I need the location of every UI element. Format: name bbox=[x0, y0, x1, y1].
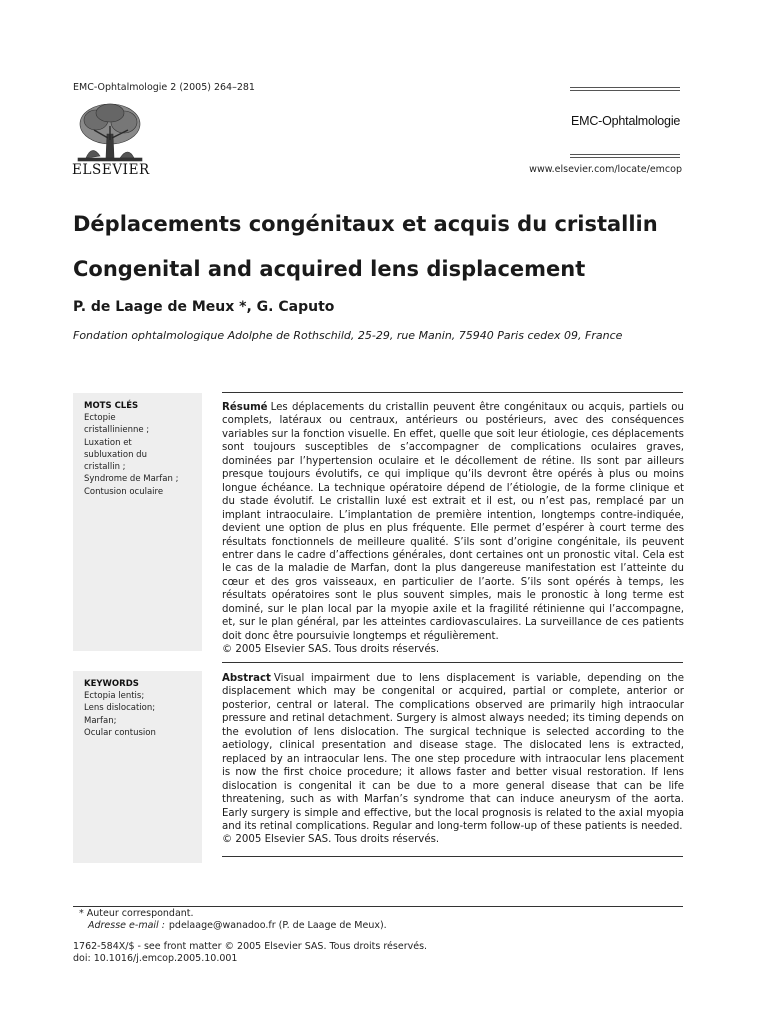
header-rule bbox=[570, 87, 680, 88]
keywords-french-list bbox=[84, 412, 196, 498]
keyword-item: Ectopie bbox=[84, 413, 116, 423]
keyword-item: Ectopia lentis; bbox=[84, 691, 145, 701]
journal-reference: EMC-Ophtalmologie 2 (2005) 264–281 bbox=[73, 82, 255, 93]
article-title-french: Déplacements congénitaux et acquis du cristallin bbox=[73, 212, 658, 236]
resume-text: Les déplacements du cristallin peuvent être congénitaux ou acquis, partiels ou complets, latéraux ou centraux, antérieurs ou postérieurs, avec des conséquences variables sur la fonction visuelle. En effet, quelle que soit leur étiologie, ces déplacements sont toujours susceptibles de s’accompagner de complications oculaires graves, dominées par l’hypertension oculaire et le décollement de rétine. Ils sont par ailleurs presque toujours évolutifs, ce qui implique qu’ils devront être opérés à plus ou moins longue échéance. La technique opératoire dépend de l’étiologie, de la forme clinique et du stade évolutif. Le cristallin luxé est extrait et il est, ou n’est pas, remplacé par un implant intraoculaire. L’implantation de première intention, longtemps contre-indiquée, devient une option de plus en plus fréquente. Elle permet d’espérer à court terme des résultats fonctionnels de meilleure qualité. S’ils sont d’origine congénitale, ils peuvent entrer dans le cadre d’affections générales, dont certaines ont un pronostic vital. Cela est le cas de la maladie de Marfan, dont la plus dangereuse manifestation est l’atteinte du cœur et des gros vaisseaux, en particulier de l’aorte. S’ils sont opérés à temps, les résultats opératoires sont le plus souvent simples, mais le pronostic à long terme est dominé, sur le plan local par la myopie axile et la fragilité rétinienne qui l’accompagne, et, sur le plan général, par les atteintes cardiovasculaires. La surveillance de ces patients doit donc être poursuivie longtemps et régulièrement. bbox=[222, 402, 684, 642]
keyword-item: cristallin ; bbox=[84, 462, 126, 473]
corresponding-author-note: * Auteur correspondant. bbox=[79, 908, 194, 919]
author-list: P. de Laage de Meux *, G. Caputo bbox=[73, 299, 335, 315]
section-divider bbox=[222, 856, 683, 857]
header-rule bbox=[570, 90, 680, 91]
publisher-wordmark: ELSEVIER bbox=[72, 162, 150, 178]
keyword-item: cristallinienne ; bbox=[84, 425, 150, 436]
keyword-item: Ocular contusion bbox=[84, 727, 156, 738]
keyword-item: Lens dislocation; bbox=[84, 703, 156, 714]
keyword-item: Luxation et bbox=[84, 437, 132, 448]
email-address[interactable]: pdelaage@wanadoo.fr (P. de Laage de Meux). bbox=[168, 920, 387, 931]
resume-paragraph bbox=[222, 401, 684, 657]
keyword-item: Contusion oculaire bbox=[84, 486, 164, 497]
keywords-english-heading: KEYWORDS bbox=[84, 679, 139, 689]
keyword-item: subluxation du bbox=[84, 449, 147, 460]
keywords-english-list bbox=[84, 690, 196, 739]
article-title-english: Congenital and acquired lens displacement bbox=[73, 257, 586, 281]
issn-line: 1762-584X/$ - see front matter © 2005 Elsevier SAS. Tous droits réservés. bbox=[73, 941, 428, 952]
footnote-divider bbox=[73, 906, 683, 907]
abstract-copyright: © 2005 Elsevier SAS. Tous droits réservés. bbox=[222, 834, 440, 846]
section-divider bbox=[222, 662, 683, 663]
resume-copyright: © 2005 Elsevier SAS. Tous droits réservés. bbox=[222, 644, 440, 656]
email-footnote bbox=[88, 920, 387, 931]
email-label: Adresse e-mail : bbox=[88, 920, 165, 931]
resume-label: Résumé bbox=[222, 402, 268, 413]
abstract-text: Visual impairment due to lens displacement is variable, depending on the displacement which may be congenital or acquired, partial or complete, anterior or posterior, central or lateral. The complications observed are primarily high intraocular pressure and retinal detachment. Surgery is almost always needed; its timing depends on the evolution of lens dislocation. The surgical technique is selected according to the aetiology, clinical presentation and disease stage. The dislocated lens is extracted, replaced by an intraocular lens. The one step procedure with intraocular lens placement is now the first choice procedure; it allows faster and better visual restoration. If lens dislocation is congenital it can be due to a more general disease that can be life threatening, such as with Marfan’s syndrome that can induce aneurysm of the aorta. Early surgery is simple and effective, but the local prognosis is related to the axial myopia and its retinal complications. Regular and long-term follow-up of these patients is needed. bbox=[222, 673, 684, 832]
abstract-label: Abstract bbox=[222, 673, 271, 684]
journal-url-link[interactable]: www.elsevier.com/locate/emcop bbox=[529, 164, 682, 175]
keywords-english-box bbox=[73, 671, 202, 863]
doi-line[interactable]: doi: 10.1016/j.emcop.2005.10.001 bbox=[73, 953, 238, 964]
abstract-paragraph bbox=[222, 672, 684, 847]
keyword-item: Marfan; bbox=[84, 715, 117, 726]
header-rule bbox=[570, 157, 680, 158]
header-rule bbox=[570, 154, 680, 155]
journal-name: EMC-Ophtalmologie bbox=[571, 114, 681, 128]
author-affiliation: Fondation ophtalmologique Adolphe de Rothschild, 25-29, rue Manin, 75940 Paris cedex 09, France bbox=[73, 329, 623, 342]
section-divider bbox=[222, 392, 683, 393]
keyword-item: Syndrome de Marfan ; bbox=[84, 474, 179, 485]
keywords-french-box bbox=[73, 393, 202, 651]
keywords-french-heading: MOTS CLÉS bbox=[84, 401, 139, 411]
